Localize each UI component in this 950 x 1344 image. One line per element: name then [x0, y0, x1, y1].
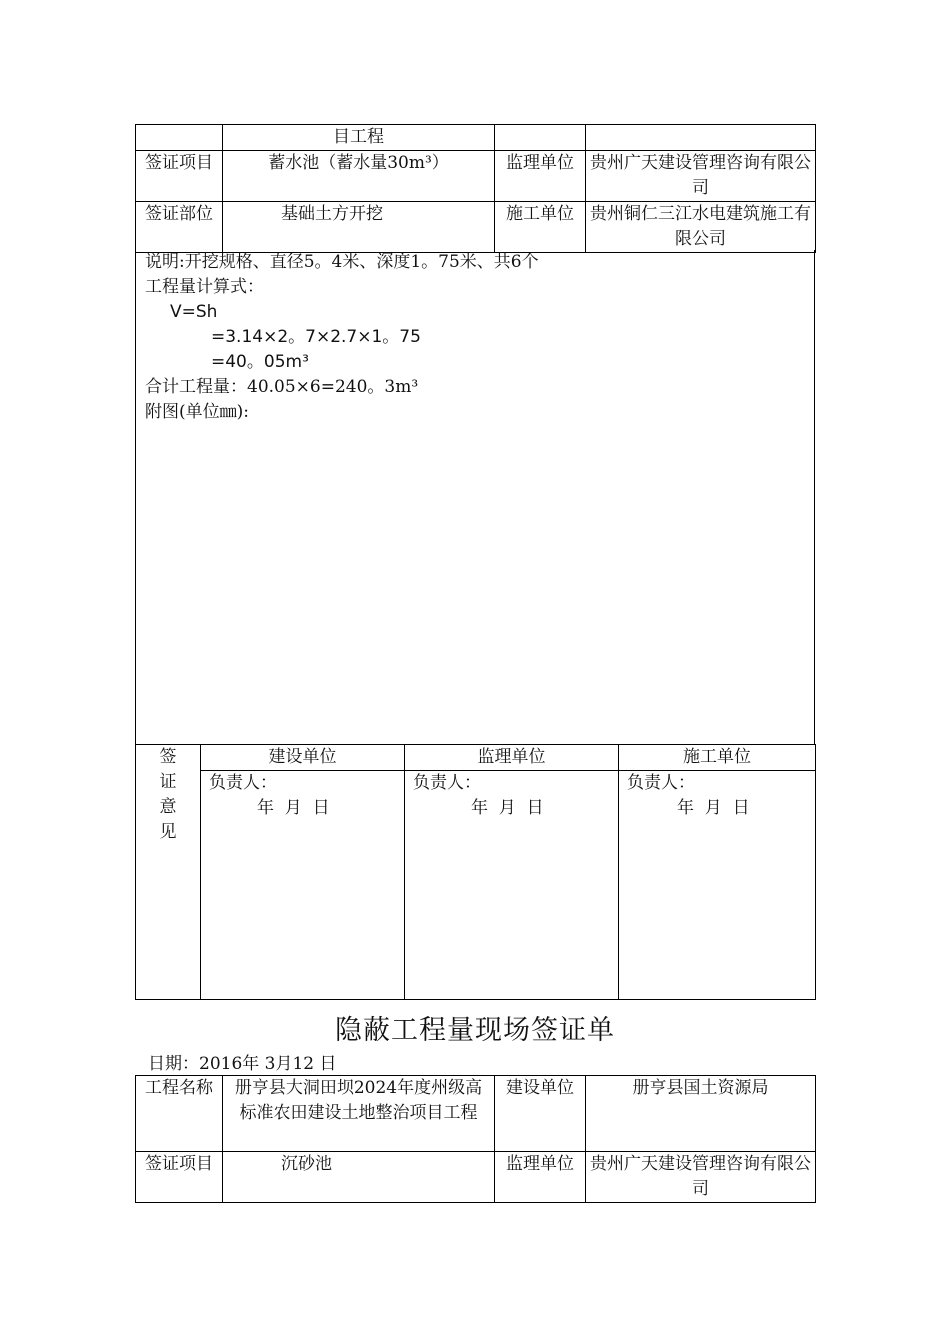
- responsible-label: 负责人：: [413, 773, 481, 793]
- builder-value: 册亨县国土资源局: [586, 1076, 816, 1152]
- top-info-table: [135, 124, 816, 253]
- item-value-text: 沉砂池: [281, 1154, 332, 1174]
- responsible-label: 负责人：: [627, 773, 695, 793]
- item-value: [223, 1152, 495, 1203]
- cell-empty: [495, 125, 586, 151]
- date-line: 年 月 日: [257, 798, 330, 818]
- signature-side-label: 签证意见: [136, 745, 201, 1000]
- project-label: 工程名称: [136, 1076, 223, 1152]
- supervisor-label: 监理单位: [495, 1152, 586, 1203]
- total-line: 合计工程量：40.05×6=240。3m³: [145, 377, 419, 397]
- item-label: 签证项目: [136, 1152, 223, 1203]
- supervisor-value: 贵州广天建设管理咨询有限公司: [586, 151, 816, 202]
- date-line: 年 月 日: [471, 798, 544, 818]
- formula-line: =3.14×2。7×2.7×1。75: [211, 327, 421, 347]
- signature-table: [135, 744, 816, 1000]
- responsible-label: 负责人：: [209, 773, 277, 793]
- form-date: 日期：2016年 3月12 日: [148, 1054, 337, 1074]
- part-value-text: 基础土方开挖: [281, 204, 383, 224]
- date-line: 年 月 日: [677, 798, 750, 818]
- second-info-table: [135, 1075, 816, 1203]
- cell-empty: [136, 125, 223, 151]
- contractor-value: 贵州铜仁三江水电建筑施工有限公司: [586, 202, 816, 253]
- form-title: 隐蔽工程量现场签证单: [335, 1015, 615, 1046]
- part-label: 签证部位: [136, 202, 223, 253]
- header-supervisor: 监理单位: [405, 745, 619, 771]
- project-name-tail: 目工程: [223, 125, 495, 151]
- project-value: 册亨县大洞田坝2024年度州级高标准农田建设土地整治项目工程: [223, 1076, 495, 1152]
- cell-empty: [586, 125, 816, 151]
- desc-line: 工程量计算式：: [145, 277, 264, 297]
- formula-line: =40。05m³: [211, 352, 309, 372]
- desc-line: 说明:开挖规格、直径5。4米、深度1。75米、共6个: [145, 252, 539, 272]
- figure-note: 附图(单位㎜):: [145, 402, 249, 422]
- supervisor-signature-cell: [405, 771, 619, 1000]
- item-label: 签证项目: [136, 151, 223, 202]
- header-contractor: 施工单位: [619, 745, 816, 771]
- contractor-label: 施工单位: [495, 202, 586, 253]
- item-value: 蓄水池（蓄水量30m³）: [223, 151, 495, 202]
- description-section: [135, 250, 815, 744]
- contractor-signature-cell: [619, 771, 816, 1000]
- supervisor-label: 监理单位: [495, 151, 586, 202]
- builder-label: 建设单位: [495, 1076, 586, 1152]
- header-builder: 建设单位: [201, 745, 405, 771]
- formula-line: V=Sh: [170, 302, 218, 322]
- part-value: [223, 202, 495, 253]
- builder-signature-cell: [201, 771, 405, 1000]
- supervisor-value: 贵州广天建设管理咨询有限公司: [586, 1152, 816, 1203]
